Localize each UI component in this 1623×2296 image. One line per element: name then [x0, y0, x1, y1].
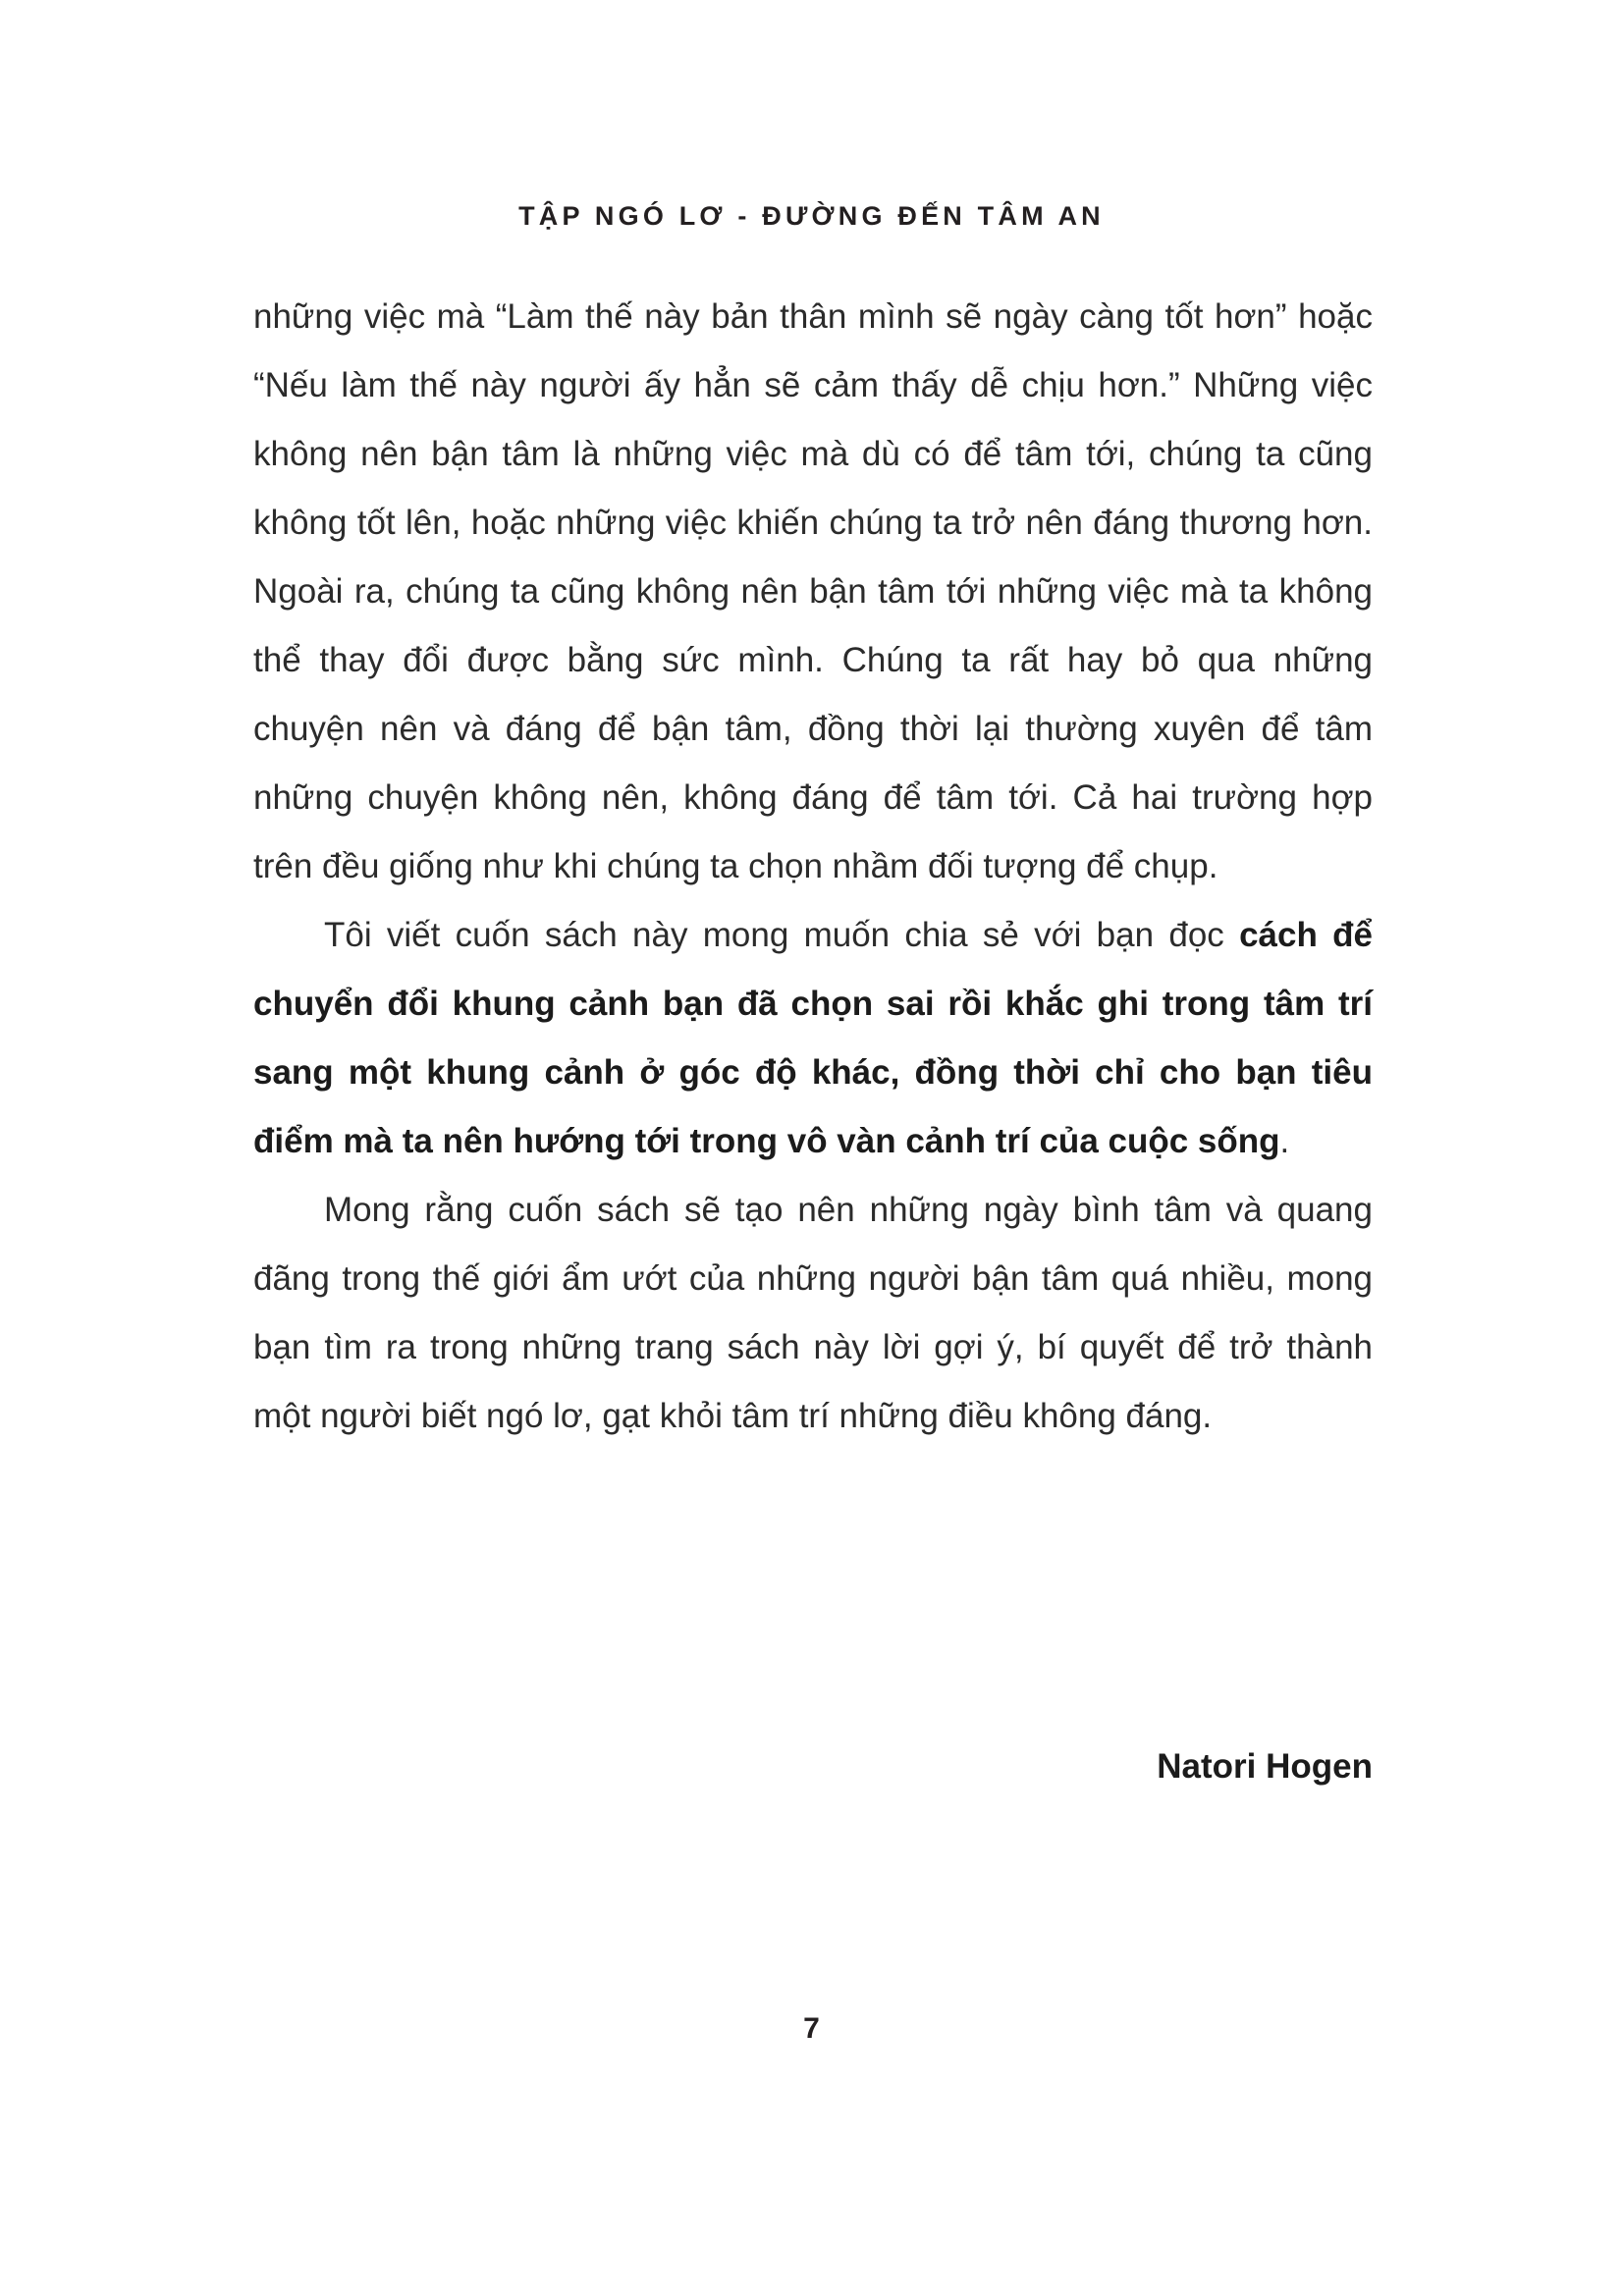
body-text	[253, 283, 1373, 1451]
emphasis-text: cách để chuyển đổi khung cảnh bạn đã chọn sai rồi khắc ghi trong tâm trí sang một khung cảnh ở góc độ khác, đồng thời chỉ cho bạn tiêu điểm mà ta nên hướng tới trong vô vàn cảnh trí của cuộc sống	[253, 916, 1373, 1160]
author-signature: Natori Hogen	[1157, 1747, 1373, 1786]
paragraph	[253, 1176, 1373, 1451]
paragraph	[253, 283, 1373, 901]
body-text-run: .	[1279, 1122, 1290, 1160]
paragraph	[253, 901, 1373, 1176]
running-head: TẬP NGÓ LƠ - ĐƯỜNG ĐẾN TÂM AN	[518, 201, 1105, 231]
page-number: 7	[803, 2012, 820, 2045]
body-text-run: Mong rằng cuốn sách sẽ tạo nên những ngày bình tâm và quang đãng trong thế giới ẩm ướt của những người bận tâm quá nhiều, mong bạn tìm ra trong những trang sách này lời gợi ý, bí quyết để trở thành một người biết ngó lơ, gạt khỏi tâm trí những điều không đáng.	[253, 1191, 1373, 1435]
body-text-run: Tôi viết cuốn sách này mong muốn chia sẻ với bạn đọc	[324, 916, 1240, 954]
body-text-run: những việc mà “Làm thế này bản thân mình sẽ ngày càng tốt hơn” hoặc “Nếu làm thế này người ấy hẳn sẽ cảm thấy dễ chịu hơn.” Những việc không nên bận tâm là những việc mà dù có để tâm tới, chúng ta cũng không tốt lên, hoặc những việc khiến chúng ta trở nên đáng thương hơn. Ngoài ra, chúng ta cũng không nên bận tâm tới những việc mà ta không thể thay đổi được bằng sức mình. Chúng ta rất hay bỏ qua những chuyện nên và đáng để bận tâm, đồng thời lại thường xuyên để tâm những chuyện không nên, không đáng để tâm tới. Cả hai trường hợp trên đều giống như khi chúng ta chọn nhầm đối tượng để chụp.	[253, 297, 1373, 885]
